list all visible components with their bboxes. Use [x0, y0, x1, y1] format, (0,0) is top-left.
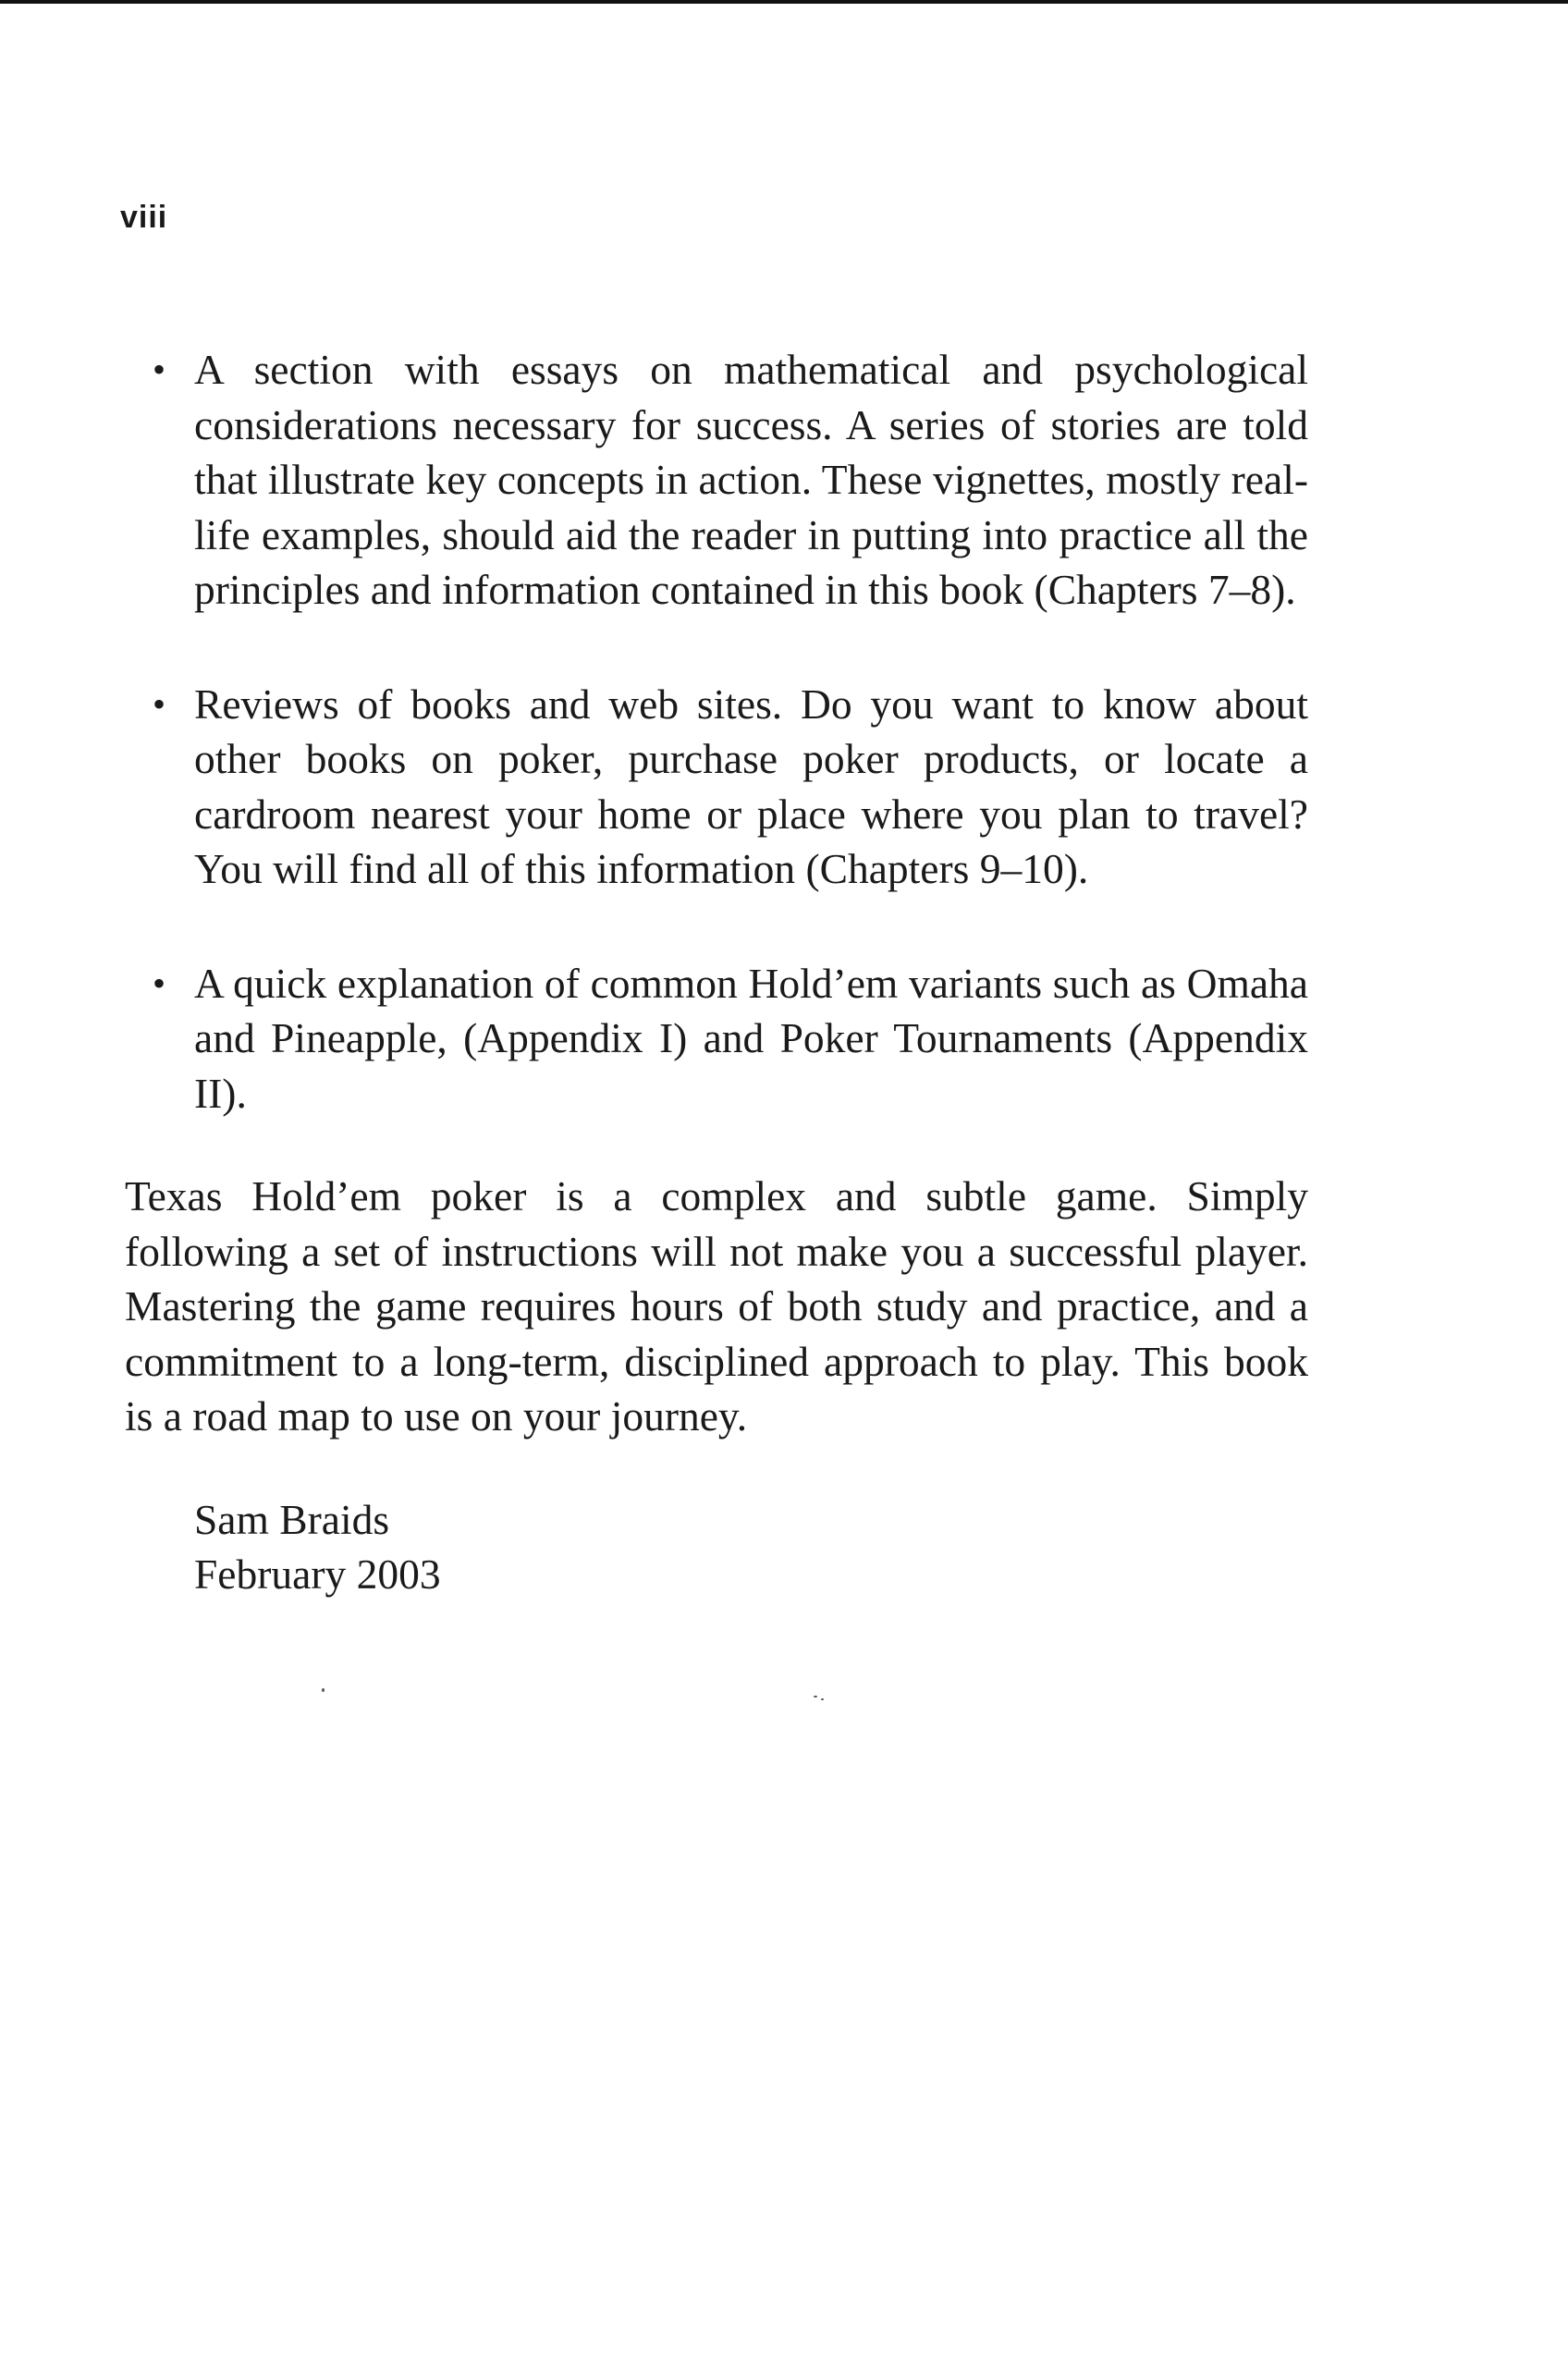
bullet-icon: •: [153, 682, 166, 725]
signature-date: February 2003: [194, 1550, 441, 1598]
bullet-item-reviews: [125, 677, 1308, 897]
bullet-list: [125, 342, 1308, 1121]
bullet-item-essays: [125, 342, 1308, 618]
scan-speck: [821, 1698, 824, 1700]
body-text: [125, 342, 1308, 1602]
bullet-text: A section with essays on mathematical and psychological considerations necessary for success. A series of stories are told that illustrate key concepts in action. These vignettes, mostly real-life examples, should aid the reader in putting into practice all the principles and information contained in this book (Chapters 7–8).: [194, 346, 1308, 613]
bullet-text: Reviews of books and web sites. Do you want to know about other books on poker, purchase poker products, or locate a cardroom nearest your home or place where you plan to travel? You will find all of this information (Chapters 9–10).: [194, 680, 1308, 892]
bullet-icon: •: [153, 962, 166, 1004]
signature-block: [194, 1492, 1308, 1602]
author-name: Sam Braids: [194, 1495, 390, 1543]
page-top-rule: [0, 0, 1568, 4]
closing-paragraph: Texas Hold’em poker is a complex and subtle game. Simply following a set of instructions will not make you a successful player. Mastering the game requires hours of both study and practice, and a commitment to a long-term, disciplined approach to play. This book is a road map to use on your journey.: [125, 1172, 1308, 1440]
scan-speck: [322, 1688, 325, 1692]
scan-speck: [814, 1696, 817, 1697]
bullet-icon: •: [153, 349, 166, 390]
page-number: viii: [120, 200, 168, 235]
bullet-item-variants: [125, 956, 1308, 1121]
bullet-text: A quick explanation of common Hold’em variants such as Omaha and Pineapple, (Appendix I) and Poker Tournaments (Appendix II).: [194, 959, 1308, 1117]
